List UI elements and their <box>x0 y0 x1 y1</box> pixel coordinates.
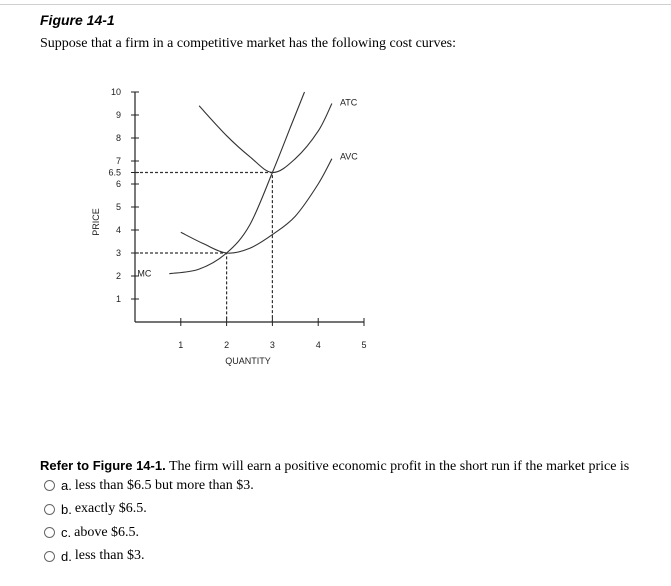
figure-title: Figure 14-1 <box>40 12 115 28</box>
y-tick-label: 5 <box>115 202 121 212</box>
y-tick-label: 9 <box>115 110 121 120</box>
y-tick-label: 6 <box>115 179 121 189</box>
cost-curves <box>137 92 358 279</box>
y-axis-label: PRICE <box>91 208 101 236</box>
y-tick-label: 4 <box>115 225 121 235</box>
x-tick-label: 3 <box>269 340 275 350</box>
option-letter: d. <box>61 548 72 564</box>
y-tick-label: 1 <box>115 294 121 304</box>
option-letter: b. <box>61 501 72 517</box>
x-axis-label: QUANTITY <box>225 356 271 366</box>
question-text <box>40 458 629 475</box>
question-body: The firm will earn a positive economic profit in the short run if the market price is <box>165 459 630 474</box>
chart-axes <box>135 92 364 322</box>
option-b[interactable] <box>44 498 254 522</box>
mc-label: MC <box>137 268 152 279</box>
figure-intro: Suppose that a firm in a competitive market has the following cost curves: <box>40 36 457 51</box>
option-c[interactable] <box>44 521 254 545</box>
option-letter: a. <box>61 478 72 494</box>
atc-label: ATC <box>339 97 358 108</box>
y-tick-label: 10 <box>110 87 121 97</box>
radio-c[interactable] <box>44 527 55 538</box>
option-text: above $6.5. <box>74 524 140 540</box>
y-tick-label: 6.5 <box>108 167 121 178</box>
radio-a[interactable] <box>44 480 55 491</box>
y-tick-label: 3 <box>115 248 121 258</box>
option-text: less than $3. <box>74 548 145 564</box>
y-tick-label: 7 <box>115 156 121 166</box>
radio-b[interactable] <box>44 504 55 515</box>
x-ticks <box>178 318 366 350</box>
option-letter: c. <box>61 525 72 541</box>
y-tick-label: 2 <box>115 271 121 281</box>
atc-curve <box>199 104 332 173</box>
x-tick-label: 2 <box>224 340 230 350</box>
answer-options <box>44 474 254 568</box>
question-ref: Refer to Figure 14-1. <box>40 458 166 473</box>
x-tick-label: 1 <box>178 340 184 350</box>
radio-d[interactable] <box>44 551 55 562</box>
avc-label: AVC <box>339 151 358 162</box>
x-tick-label: 4 <box>315 340 321 350</box>
y-tick-label: 8 <box>115 133 121 143</box>
option-text: less than $6.5 but more than $3. <box>74 477 254 493</box>
x-tick-label: 5 <box>361 340 367 350</box>
option-a[interactable] <box>44 474 254 498</box>
mc-curve <box>169 92 304 274</box>
option-text: exactly $6.5. <box>74 501 147 517</box>
option-d[interactable] <box>44 545 254 569</box>
